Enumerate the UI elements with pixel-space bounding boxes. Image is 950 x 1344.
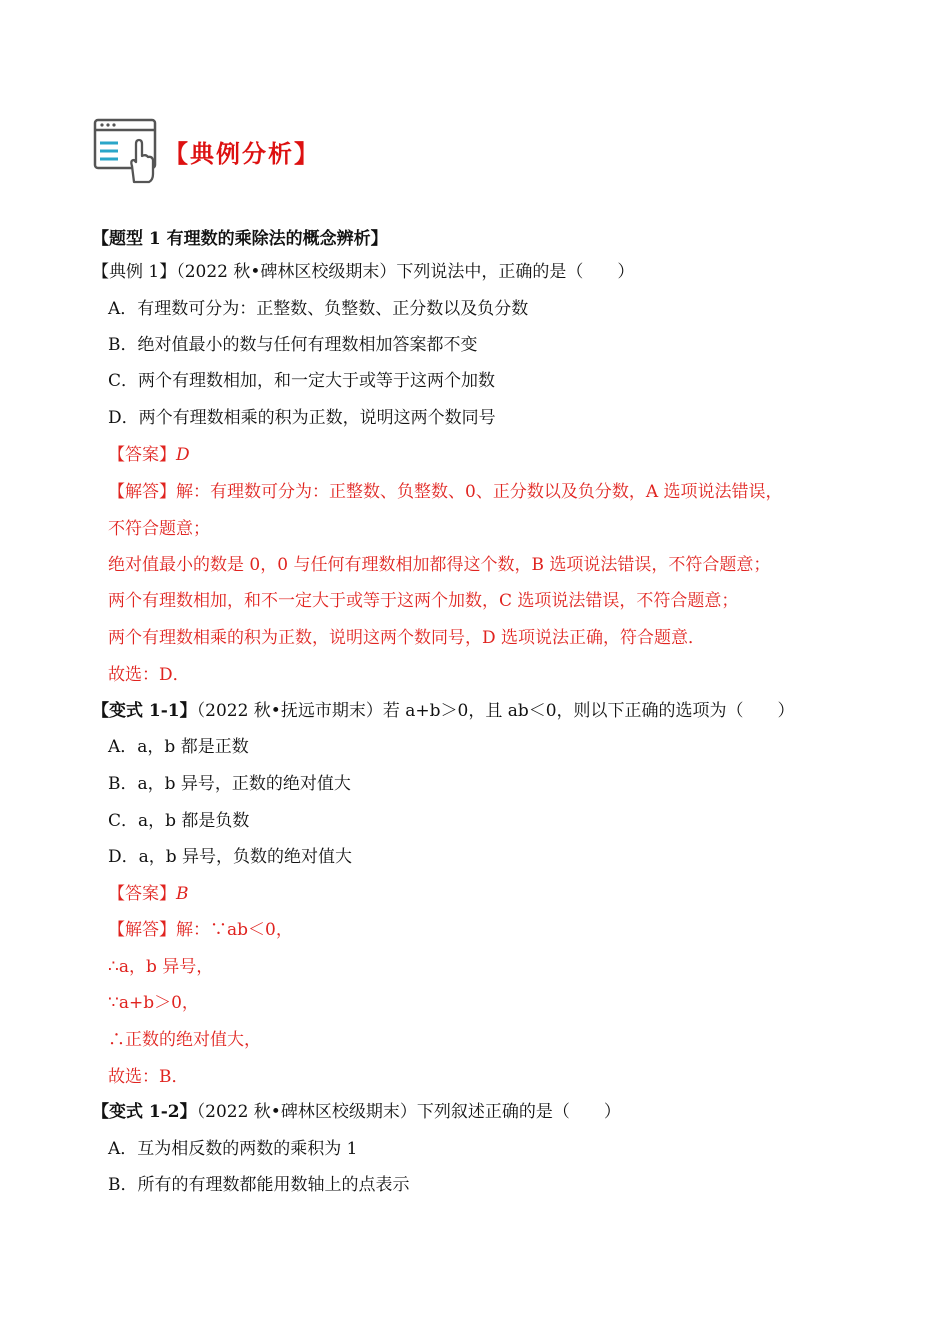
option-c: C．两个有理数相加，和一定大于或等于这两个加数 bbox=[108, 371, 496, 391]
option-a: A．互为相反数的两数的乘积为 1 bbox=[108, 1139, 358, 1159]
browser-pointer-icon bbox=[92, 116, 158, 186]
option-b: B．a，b 异号，正数的绝对值大 bbox=[108, 774, 351, 794]
answer-tag: 【答案】 bbox=[108, 884, 176, 904]
solution-line: ∴a，b 异号， bbox=[108, 957, 214, 977]
example-1-question bbox=[92, 260, 634, 284]
solution-line: 故选：B． bbox=[108, 1067, 189, 1087]
variant-1-1-question bbox=[92, 699, 795, 723]
option-a: A．a，b 都是正数 bbox=[108, 737, 249, 757]
section-banner bbox=[92, 116, 320, 186]
solution-line: 两个有理数相乘的积为正数，说明这两个数同号，D 选项说法正确，符合题意． bbox=[108, 628, 706, 648]
solution-line: 不符合题意； bbox=[108, 519, 210, 539]
variant-1-2-question bbox=[92, 1100, 621, 1124]
answer-line bbox=[108, 882, 189, 906]
answer-value: D bbox=[176, 445, 190, 465]
variant-tag: 【变式 1-2】 bbox=[92, 1102, 197, 1122]
example-tag: 【典例 1】 bbox=[92, 262, 177, 282]
answer-line bbox=[108, 443, 190, 467]
option-d: D．a，b 异号，负数的绝对值大 bbox=[108, 847, 353, 867]
type-heading: 【题型 1 有理数的乘除法的概念辨析】 bbox=[92, 229, 388, 249]
banner-title: 【典例分析】 bbox=[164, 138, 320, 168]
question-text: （2022 秋•碑林区校级期末）下列叙述正确的是（ ） bbox=[196, 1102, 621, 1122]
solution-line: 故选：D． bbox=[108, 665, 190, 685]
solution-line: 两个有理数相加，和不一定大于或等于这两个加数，C 选项说法错误，不符合题意； bbox=[108, 591, 739, 611]
option-d: D．两个有理数相乘的积为正数，说明这两个数同号 bbox=[108, 408, 496, 428]
answer-value: B bbox=[176, 884, 189, 904]
solution-line: 【解答】解：∵ab＜0， bbox=[108, 920, 293, 940]
variant-tag: 【变式 1-1】 bbox=[92, 701, 197, 721]
option-c: C．a，b 都是负数 bbox=[108, 811, 250, 831]
question-text: （2022 秋•抚远市期末）若 a+b＞0，且 ab＜0，则以下正确的选项为（ ） bbox=[196, 701, 795, 721]
solution-line: 绝对值最小的数是 0，0 与任何有理数相加都得这个数，B 选项说法错误，不符合题意； bbox=[108, 555, 771, 575]
answer-tag: 【答案】 bbox=[108, 445, 176, 465]
option-b: B．所有的有理数都能用数轴上的点表示 bbox=[108, 1175, 410, 1195]
option-a: A．有理数可分为：正整数、负整数、正分数以及负分数 bbox=[108, 299, 529, 319]
solution-line: ∴正数的绝对值大， bbox=[108, 1030, 261, 1050]
solution-line: ∵a+b＞0， bbox=[108, 993, 199, 1013]
solution-line: 【解答】解：有理数可分为：正整数、负整数、0、正分数以及负分数，A 选项说法错误， bbox=[108, 482, 783, 502]
option-b: B．绝对值最小的数与任何有理数相加答案都不变 bbox=[108, 335, 478, 355]
question-text: （2022 秋•碑林区校级期末）下列说法中，正确的是（ ） bbox=[176, 262, 635, 282]
